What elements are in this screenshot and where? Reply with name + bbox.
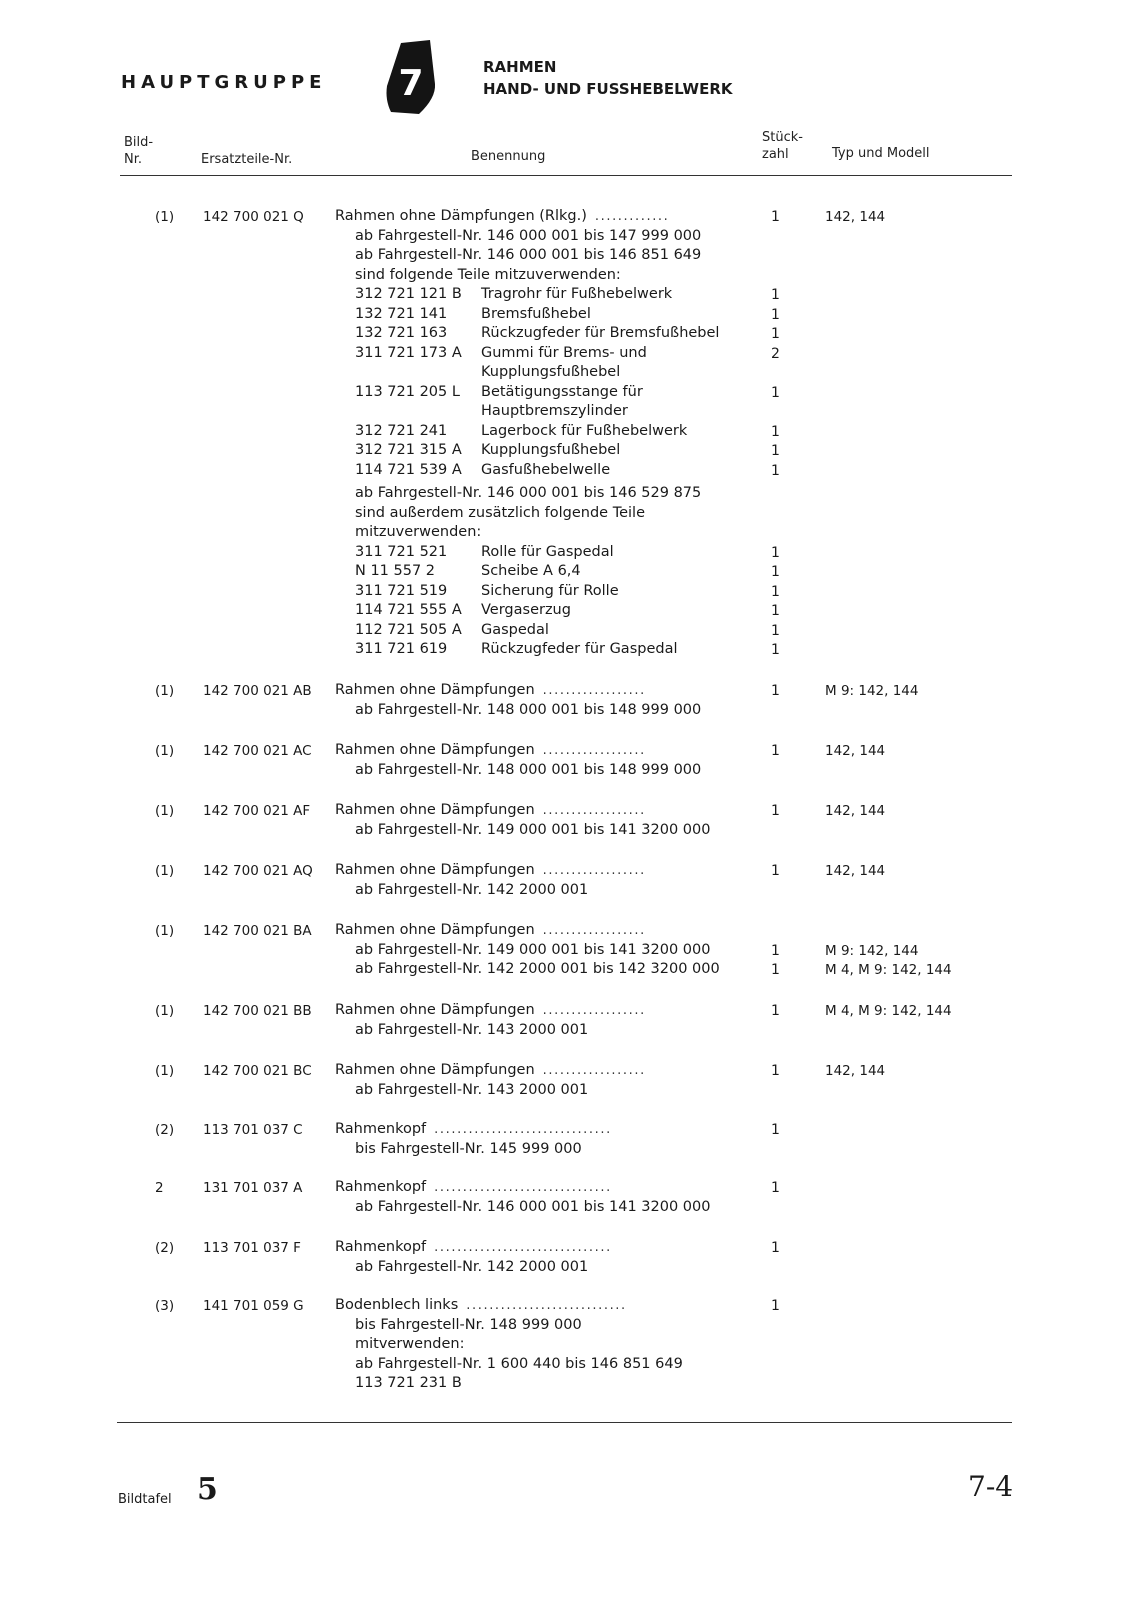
bild-nr: (3) [155,1298,175,1314]
dot-leader: .................. [542,803,646,818]
quantity: 1 [771,1003,780,1019]
dot-leader: ............................... [434,1240,612,1255]
subpart-description: Kupplungsfußhebel [481,442,621,458]
header-rule [120,175,1012,176]
quantity: 1 [771,1063,780,1079]
subpart-description: Betätigungsstange für [481,383,643,400]
type-model: M 9: 142, 144 [825,942,919,959]
subpart-number: 311 721 619 [355,641,448,657]
bild-nr: (1) [155,923,175,939]
dot-leader: ............. [594,209,670,224]
subpart-number: 113 721 205 L [355,383,460,400]
subpart-number: 312 721 315 A [355,442,462,458]
serial-note: sind außerdem zusätzlich folgende Teile [355,504,645,521]
part-number: 142 700 021 BC [203,1063,312,1079]
quantity: 1 [771,962,780,978]
part-number: 142 700 021 BA [203,923,312,939]
type-model: M 9: 142, 144 [825,683,919,699]
type-model: 142, 144 [825,803,886,819]
part-number: 142 700 021 AC [203,743,312,759]
serial-note: bis Fahrgestell-Nr. 148 999 000 [355,1316,582,1333]
dot-leader: .................. [542,683,646,698]
col-header-benennung: Benennung [471,149,546,164]
group-number: 7 [398,63,424,104]
serial-note: mitverwenden: [355,1336,465,1352]
quantity: 1 [771,209,780,225]
type-model: 142, 144 [825,209,886,225]
quantity: 1 [771,863,780,879]
part-number: 142 700 021 Q [203,209,304,225]
serial-note: sind folgende Teile mitzuverwenden: [355,266,621,283]
subpart-description: Rolle für Gaspedal [481,543,614,560]
bild-nr: (1) [155,209,175,225]
subpart-number: 311 721 521 [355,543,448,560]
serial-note: mitzuverwenden: [355,524,482,540]
page-title-line2: HAND- UND FUSSHEBELWERK [483,80,733,98]
part-number: 142 700 021 BB [203,1003,312,1019]
bild-nr: (1) [155,1003,175,1019]
dot-leader: .................. [542,743,646,758]
part-name: Rahmen ohne Dämpfungen [335,742,535,758]
subpart-description: Gaspedal [481,621,549,638]
subpart-description: Scheibe A 6,4 [481,563,581,579]
serial-note: ab Fahrgestell-Nr. 149 000 001 bis 141 3200 000 [355,941,711,958]
part-number: 131 701 037 A [203,1180,303,1196]
subpart-quantity: 1 [771,443,780,459]
subpart-number: 114 721 555 A [355,602,462,618]
quantity: 1 [771,743,780,759]
subpart-quantity: 1 [771,423,780,440]
serial-note: ab Fahrgestell-Nr. 148 000 001 bis 148 999 000 [355,761,702,778]
subpart-number: 312 721 241 [355,422,448,439]
serial-note: ab Fahrgestell-Nr. 143 2000 001 [355,1081,589,1098]
subpart-quantity: 1 [771,306,780,323]
subpart-number: 311 721 519 [355,582,448,599]
group-label: HAUPTGRUPPE [121,72,327,93]
part-number: 141 701 059 G [203,1298,304,1314]
part-name: Rahmenkopf [335,1121,427,1137]
part-name: Rahmen ohne Dämpfungen [335,862,535,878]
part-name: Rahmen ohne Dämpfungen [335,1002,535,1018]
quantity: 1 [771,1180,780,1196]
bild-nr: (1) [155,683,175,699]
part-name: Rahmen ohne Dämpfungen (Rlkg.) [335,208,587,224]
subpart-description: Kupplungsfußhebel [481,364,621,380]
subpart-number: 132 721 141 [355,305,448,322]
subpart-quantity: 1 [771,583,780,600]
subpart-description: Vergaserzug [481,602,571,618]
quantity: 1 [771,803,780,819]
subpart-description: Rückzugfeder für Gaspedal [481,641,678,657]
col-header-typ-modell: Typ und Modell [832,146,930,161]
subpart-description: Lagerbock für Fußhebelwerk [481,422,688,439]
subpart-quantity: 1 [771,622,780,639]
col-header-ersatzteile-nr: Ersatzteile-Nr. [201,152,293,167]
subpart-number: 114 721 539 A [355,461,462,478]
bild-nr: (2) [155,1240,175,1256]
serial-note: ab Fahrgestell-Nr. 142 2000 001 [355,881,589,898]
dot-leader: .................. [542,1063,646,1078]
type-model: M 4, M 9: 142, 144 [825,962,952,978]
part-name: Rahmen ohne Dämpfungen [335,802,535,818]
subpart-quantity: 1 [771,287,780,303]
serial-note: ab Fahrgestell-Nr. 142 2000 001 bis 142 3200 000 [355,961,720,977]
subpart-description: Hauptbremszylinder [481,403,628,419]
type-model: M 4, M 9: 142, 144 [825,1003,952,1019]
subpart-quantity: 1 [771,462,780,479]
subpart-description: Rückzugfeder für Bremsfußhebel [481,325,720,341]
subpart-quantity: 1 [771,642,780,658]
part-name: Rahmen ohne Dämpfungen [335,1062,535,1078]
quantity: 1 [771,1122,780,1138]
serial-note: ab Fahrgestell-Nr. 143 2000 001 [355,1021,589,1038]
quantity: 1 [771,1240,780,1256]
subpart-description: Bremsfußhebel [481,305,591,322]
serial-note: ab Fahrgestell-Nr. 146 000 001 bis 141 3200 000 [355,1198,711,1215]
subpart-number: 132 721 163 [355,325,448,341]
part-name: Bodenblech links [335,1297,459,1313]
quantity: 1 [771,1298,780,1314]
subpart-quantity: 2 [771,345,780,362]
subpart-number: 112 721 505 A [355,621,462,638]
serial-note: ab Fahrgestell-Nr. 146 000 001 bis 147 999 000 [355,227,702,244]
bild-nr: (1) [155,863,175,879]
badge-shape [385,40,437,114]
subpart-description: Tragrohr für Fußhebelwerk [481,286,673,302]
type-model: 142, 144 [825,743,886,759]
subpart-description: Sicherung für Rolle [481,582,619,599]
subpart-quantity: 1 [771,564,780,580]
serial-note: bis Fahrgestell-Nr. 145 999 000 [355,1140,582,1157]
subpart-number: 312 721 121 B [355,286,462,302]
bild-nr: 2 [155,1180,164,1196]
dot-leader: .................. [542,923,646,938]
subpart-description: Gasfußhebelwelle [481,461,611,478]
type-model: 142, 144 [825,1063,886,1079]
subpart-description: Gummi für Brems- und [481,344,647,361]
type-model: 142, 144 [825,863,886,879]
part-name: Rahmenkopf [335,1239,427,1255]
bild-nr: (2) [155,1122,175,1138]
subpart-quantity: 1 [771,326,780,342]
serial-note: ab Fahrgestell-Nr. 146 000 001 bis 146 851 649 [355,247,702,263]
quantity: 1 [771,683,780,699]
part-name: Rahmen ohne Dämpfungen [335,922,535,938]
serial-note: ab Fahrgestell-Nr. 146 000 001 bis 146 529 875 [355,485,702,501]
subpart-quantity: 1 [771,544,780,561]
serial-note: 113 721 231 B [355,1375,462,1391]
quantity: 1 [771,942,780,959]
page-number: 7-4 [968,1470,1014,1503]
subpart-quantity: 1 [771,603,780,619]
col-header-stueckzahl: Stück- zahl [762,130,803,162]
serial-note: ab Fahrgestell-Nr. 148 000 001 bis 148 999 000 [355,701,702,718]
bild-nr: (1) [155,1063,175,1079]
subpart-number: N 11 557 2 [355,563,436,579]
bild-nr: (1) [155,743,175,759]
dot-leader: .................. [542,1003,646,1018]
dot-leader: ............................... [434,1180,612,1195]
serial-note: ab Fahrgestell-Nr. 142 2000 001 [355,1258,589,1275]
dot-leader: ............................... [434,1122,612,1137]
page-title-line1: RAHMEN [483,58,557,76]
group-number-badge [385,40,437,114]
subpart-number: 311 721 173 A [355,344,462,361]
dot-leader: ............................ [466,1298,627,1313]
part-number: 113 701 037 C [203,1122,303,1138]
dot-leader: .................. [542,863,646,878]
bildtafel-number: 5 [197,1472,218,1507]
part-number: 113 701 037 F [203,1240,301,1256]
footer-rule [117,1422,1012,1423]
part-name: Rahmenkopf [335,1179,427,1195]
serial-note: ab Fahrgestell-Nr. 1 600 440 bis 146 851 649 [355,1355,683,1372]
bild-nr: (1) [155,803,175,819]
subpart-quantity: 1 [771,384,780,401]
part-name: Rahmen ohne Dämpfungen [335,682,535,698]
part-number: 142 700 021 AF [203,803,311,819]
col-header-bild-nr: Bild- Nr. [124,135,154,167]
part-number: 142 700 021 AQ [203,863,313,879]
part-number: 142 700 021 AB [203,683,312,699]
bildtafel-label: Bildtafel [118,1492,172,1507]
serial-note: ab Fahrgestell-Nr. 149 000 001 bis 141 3200 000 [355,821,711,838]
